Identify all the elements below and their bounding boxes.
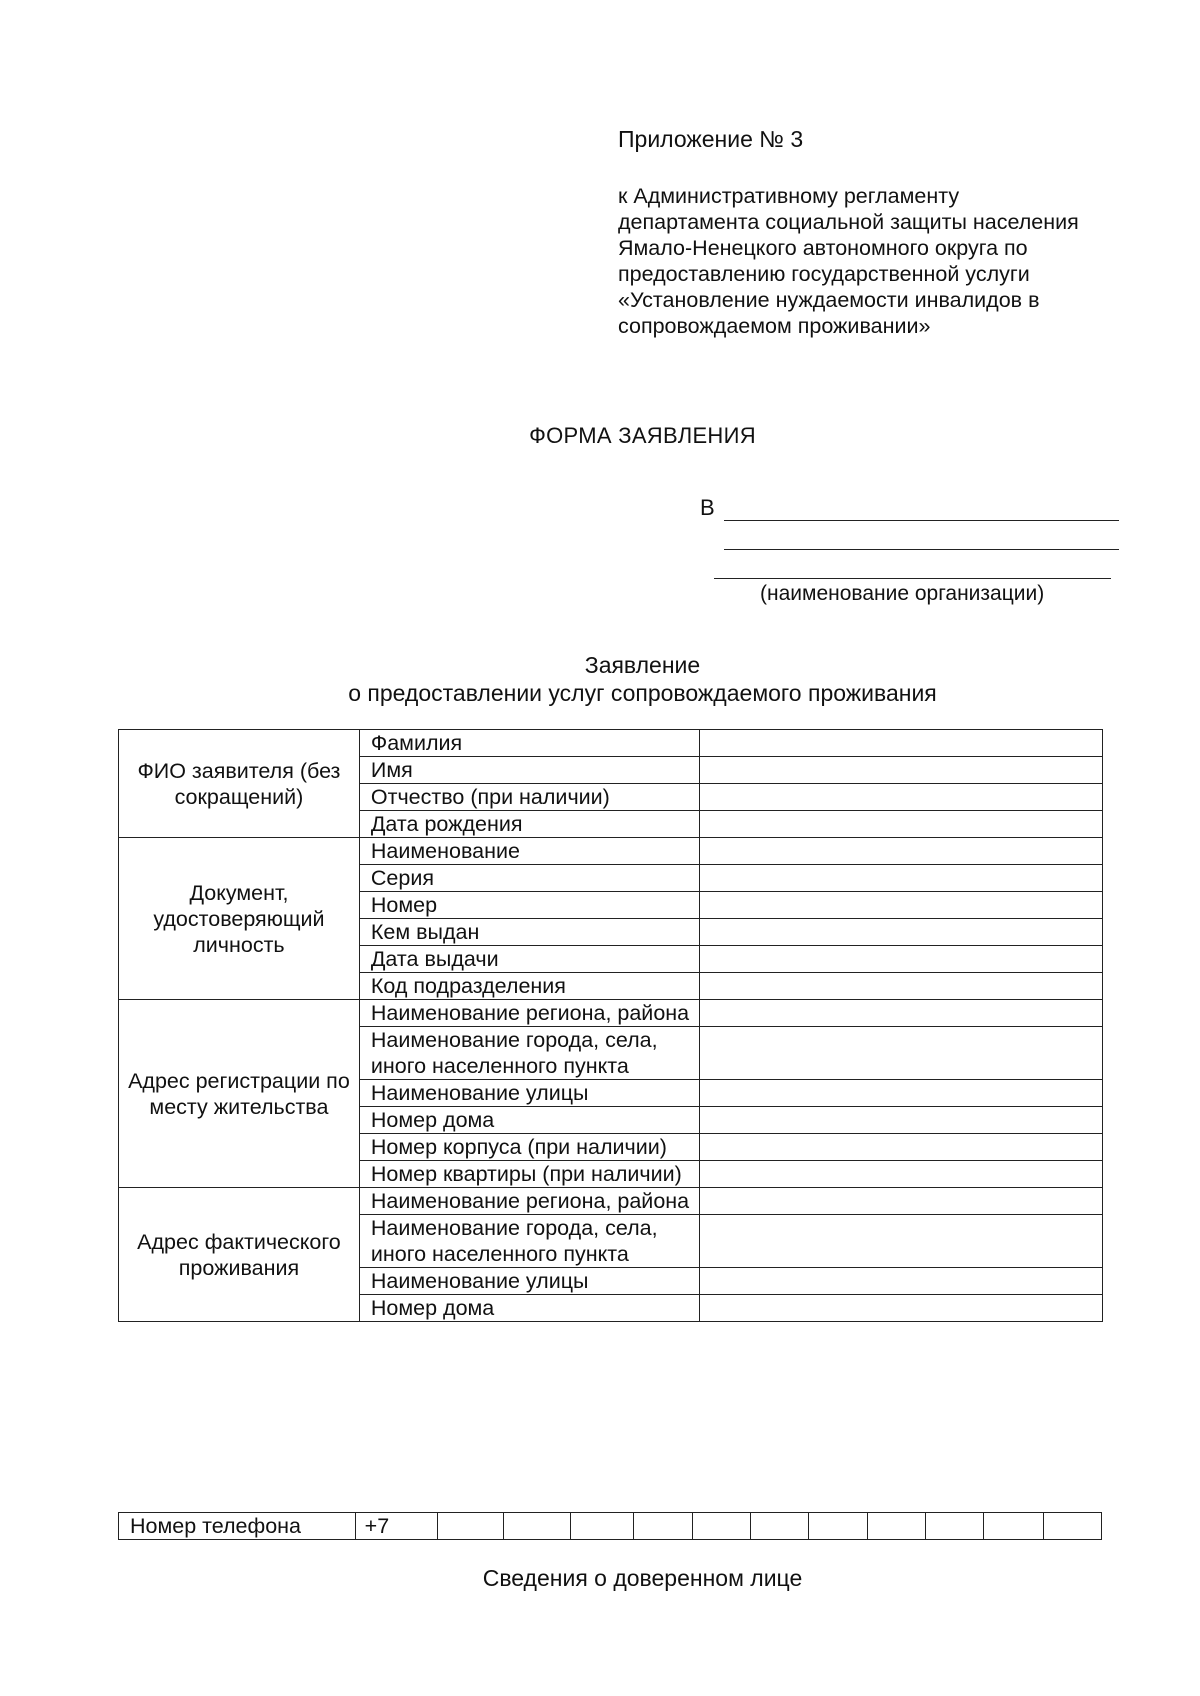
group-label: ФИО заявителя (без сокращений) <box>119 730 360 838</box>
field-value-cell[interactable] <box>699 865 1102 892</box>
field-value-cell[interactable] <box>699 973 1102 1000</box>
form-title: ФОРМА ЗАЯВЛЕНИЯ <box>529 423 756 448</box>
field-label: Наименование региона, района <box>359 1000 699 1027</box>
annex-line: сопровождаемом проживании» <box>618 314 931 338</box>
phone-digit-cell[interactable] <box>571 1513 634 1540</box>
phone-digit-cell[interactable] <box>867 1513 925 1540</box>
phone-digit-cell[interactable] <box>925 1513 983 1540</box>
field-label: Код подразделения <box>359 973 699 1000</box>
phone-prefix: +7 <box>355 1513 437 1540</box>
annex-line: департамента социальной защиты населения <box>618 210 1079 234</box>
application-subtitle: о предоставлении услуг сопровождаемого проживания <box>348 680 937 706</box>
table-row <box>119 730 1103 757</box>
field-label: Дата выдачи <box>359 946 699 973</box>
addressee-line-1[interactable] <box>724 520 1119 521</box>
field-value-cell[interactable] <box>699 1215 1102 1268</box>
field-label: Наименование улицы <box>359 1080 699 1107</box>
addressee-line-3[interactable] <box>714 578 1111 579</box>
field-label: Имя <box>359 757 699 784</box>
phone-row <box>119 1513 1102 1540</box>
field-label: Наименование города, села, иного населенного пункта <box>359 1215 699 1268</box>
field-value-cell[interactable] <box>699 1161 1102 1188</box>
field-value-cell[interactable] <box>699 838 1102 865</box>
field-value-cell[interactable] <box>699 784 1102 811</box>
field-value-cell[interactable] <box>699 892 1102 919</box>
annex-description <box>618 183 1178 339</box>
group-label: Адрес регистрации по месту жительства <box>119 1000 360 1188</box>
field-value-cell[interactable] <box>699 1107 1102 1134</box>
group-label: Адрес фактического проживания <box>119 1188 360 1322</box>
addressee-prefix: В <box>700 495 715 520</box>
application-title-line: Заявление <box>584 652 701 678</box>
phone-digit-cell[interactable] <box>809 1513 867 1540</box>
field-label: Номер <box>359 892 699 919</box>
table-row <box>119 838 1103 865</box>
field-value-cell[interactable] <box>699 811 1102 838</box>
table-row <box>119 1188 1103 1215</box>
field-label: Номер дома <box>359 1295 699 1322</box>
organization-caption: (наименование организации) <box>760 582 1045 605</box>
group-label: Документ, удостоверяющий личность <box>119 838 360 1000</box>
phone-digit-cell[interactable] <box>984 1513 1043 1540</box>
field-label: Кем выдан <box>359 919 699 946</box>
field-value-cell[interactable] <box>699 1134 1102 1161</box>
field-value-cell[interactable] <box>699 1295 1102 1322</box>
phone-digit-cell[interactable] <box>1043 1513 1101 1540</box>
table-row <box>119 1000 1103 1027</box>
field-value-cell[interactable] <box>699 1080 1102 1107</box>
field-value-cell[interactable] <box>699 1000 1102 1027</box>
annex-line: Ямало-Ненецкого автономного округа по <box>618 236 1028 260</box>
field-label: Наименование улицы <box>359 1268 699 1295</box>
phone-label: Номер телефона <box>119 1513 356 1540</box>
field-label: Серия <box>359 865 699 892</box>
field-value-cell[interactable] <box>699 730 1102 757</box>
field-label: Наименование города, села, иного населенного пункта <box>359 1027 699 1080</box>
phone-digit-cell[interactable] <box>437 1513 504 1540</box>
trusted-person-title: Сведения о доверенном лице <box>482 1565 803 1591</box>
annex-line: предоставлению государственной услуги <box>618 262 1030 286</box>
phone-digit-cell[interactable] <box>692 1513 750 1540</box>
field-label: Наименование <box>359 838 699 865</box>
field-label: Наименование региона, района <box>359 1188 699 1215</box>
field-label: Номер дома <box>359 1107 699 1134</box>
phone-table <box>118 1512 1102 1540</box>
field-label: Номер корпуса (при наличии) <box>359 1134 699 1161</box>
field-label: Фамилия <box>359 730 699 757</box>
field-label: Номер квартиры (при наличии) <box>359 1161 699 1188</box>
field-value-cell[interactable] <box>699 757 1102 784</box>
annex-line: к Административному регламенту <box>618 184 960 208</box>
phone-digit-cell[interactable] <box>750 1513 808 1540</box>
field-value-cell[interactable] <box>699 946 1102 973</box>
annex-line: «Установление нуждаемости инвалидов в <box>618 288 1040 312</box>
field-value-cell[interactable] <box>699 1027 1102 1080</box>
field-value-cell[interactable] <box>699 919 1102 946</box>
phone-digit-cell[interactable] <box>504 1513 571 1540</box>
applicant-table <box>118 729 1103 1322</box>
field-value-cell[interactable] <box>699 1188 1102 1215</box>
annex-title: Приложение № 3 <box>618 126 804 152</box>
phone-digit-cell[interactable] <box>634 1513 692 1540</box>
application-title <box>0 651 1200 707</box>
addressee-line-2[interactable] <box>724 549 1119 550</box>
field-value-cell[interactable] <box>699 1268 1102 1295</box>
field-label: Отчество (при наличии) <box>359 784 699 811</box>
field-label: Дата рождения <box>359 811 699 838</box>
